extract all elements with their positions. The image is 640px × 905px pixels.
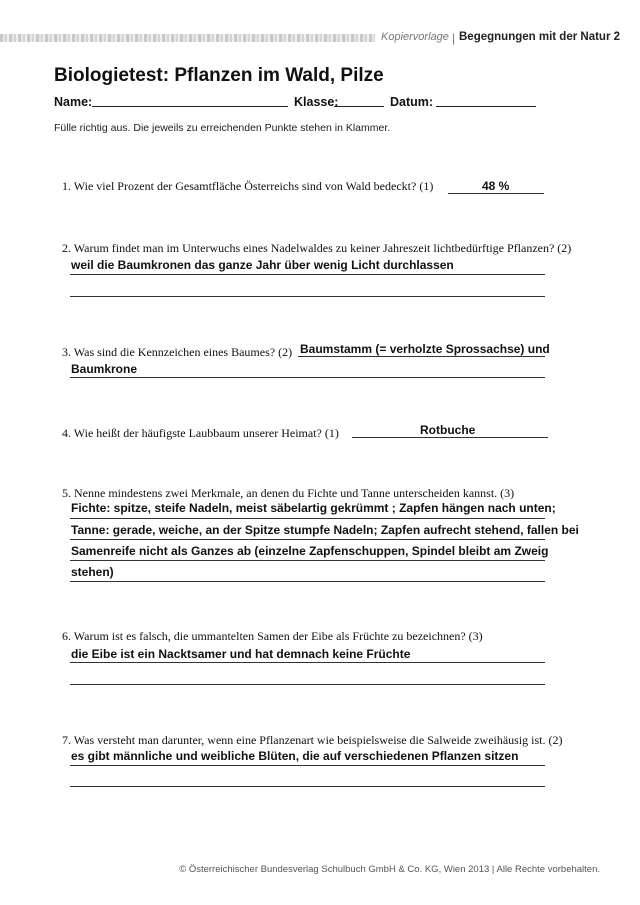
answer-6: die Eibe ist ein Nacktsamer und hat demnach keine Früchte	[71, 647, 411, 661]
answer-line-2a[interactable]	[70, 274, 545, 275]
answer-line-5a[interactable]	[70, 518, 545, 519]
question-3: 3. Was sind die Kennzeichen eines Baumes? (2)	[62, 345, 293, 359]
series-title: Begegnungen mit der Natur 2	[459, 31, 621, 43]
name-field[interactable]	[92, 106, 288, 107]
answer-5b: Tanne: gerade, weiche, an der Spitze stumpfe Nadeln; Zapfen aufrecht stehend, fallen bei	[71, 523, 579, 537]
datum-label: Datum:	[390, 95, 434, 109]
klasse-field[interactable]	[334, 106, 384, 107]
answer-7: es gibt männliche und weibliche Blüten, die auf verschiedenen Pflanzen sitzen	[71, 749, 519, 763]
name-label: Name:	[54, 95, 93, 109]
answer-line-2b[interactable]	[70, 296, 545, 297]
answer-line-6a[interactable]	[70, 662, 545, 663]
datum-field[interactable]	[436, 106, 536, 107]
decorative-stripe	[0, 34, 375, 42]
copyright-footer: © Österreichischer Bundesverlag Schulbuch GmbH & Co. KG, Wien 2013 | Alle Rechte vorbehalten.	[179, 864, 600, 875]
answer-2: weil die Baumkronen das ganze Jahr über wenig Licht durchlassen	[71, 258, 454, 272]
question-5: 5. Nenne mindestens zwei Merkmale, an denen du Fichte und Tanne unterscheiden kannst. (3)	[62, 486, 515, 500]
answer-line-7a[interactable]	[70, 765, 545, 766]
question-4: 4. Wie heißt der häufigste Laubbaum unserer Heimat? (1)	[62, 426, 339, 440]
answer-line-5d[interactable]	[70, 581, 545, 582]
answer-4: Rotbuche	[420, 423, 476, 437]
question-7: 7. Was versteht man darunter, wenn eine Pflanzenart wie beispielsweise die Salweide zweihäusig ist. (2)	[62, 733, 563, 747]
answer-line-5c[interactable]	[70, 560, 545, 561]
answer-3a: Baumstamm (= verholzte Sprossachse) und	[300, 342, 550, 356]
instruction-text: Fülle richtig aus. Die jeweils zu erreichenden Punkte stehen in Klammer.	[54, 122, 391, 134]
page-title: Biologietest: Pflanzen im Wald, Pilze	[54, 65, 384, 86]
answer-5a: Fichte: spitze, steife Nadeln, meist säbelartig gekrümmt ; Zapfen hängen nach unten;	[71, 501, 556, 515]
answer-1: 48 %	[482, 179, 510, 193]
question-2: 2. Warum findet man im Unterwuchs eines Nadelwaldes zu keiner Jahreszeit lichtbedürftige Pflanzen? (2)	[62, 241, 572, 255]
klasse-label: Klasse:	[294, 95, 339, 109]
header-separator: |	[452, 31, 456, 45]
kopiervorlage-label: Kopiervorlage	[381, 31, 449, 43]
answer-line-5b[interactable]	[70, 539, 545, 540]
header-bar	[0, 30, 640, 46]
answer-line-1[interactable]	[448, 193, 544, 194]
answer-3b: Baumkrone	[71, 362, 138, 376]
answer-5c: Samenreife nicht als Ganzes ab (einzelne Zapfenschuppen, Spindel bleibt am Zweig	[71, 544, 549, 558]
answer-5d: stehen)	[71, 565, 114, 579]
answer-line-4[interactable]	[352, 437, 548, 438]
question-6: 6. Warum ist es falsch, die ummantelten Samen der Eibe als Früchte zu bezeichnen? (3)	[62, 629, 483, 643]
answer-line-3a[interactable]	[298, 356, 545, 357]
answer-line-6b[interactable]	[70, 684, 545, 685]
answer-line-3b[interactable]	[70, 377, 545, 378]
question-1: 1. Wie viel Prozent der Gesamtfläche Österreichs sind von Wald bedeckt? (1)	[62, 179, 434, 193]
answer-line-7b[interactable]	[70, 786, 545, 787]
